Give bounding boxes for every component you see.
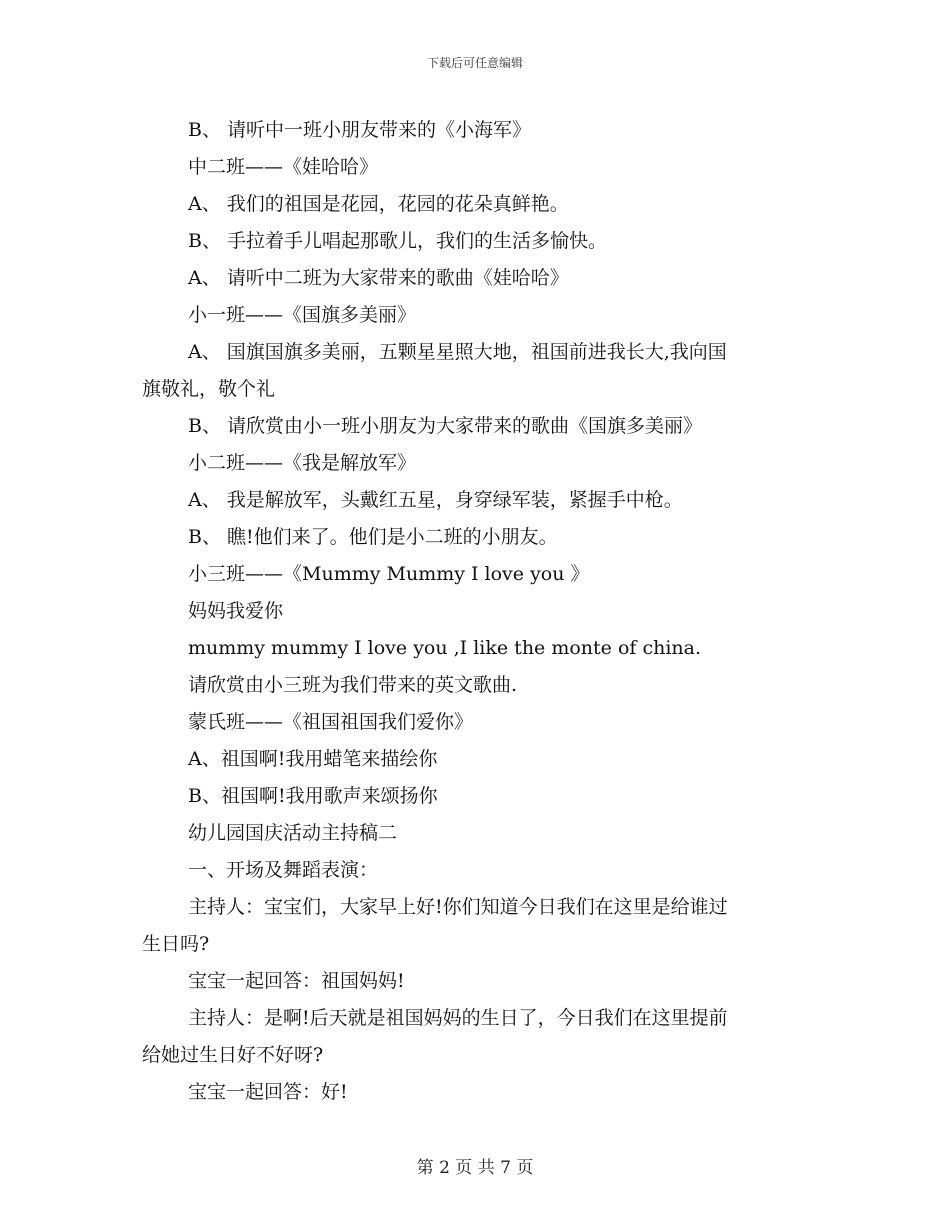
text-line: 一、开场及舞蹈表演： xyxy=(188,859,379,881)
text-line: 小二班——《我是解放军》 xyxy=(188,452,417,474)
text-line: B、 请听中一班小朋友带来的《小海军》 xyxy=(188,119,532,141)
text-line: A、祖国啊!我用蜡笔来描绘你 xyxy=(188,748,438,770)
text-line: 宝宝一起回答：祖国妈妈! xyxy=(188,970,405,992)
document-body xyxy=(142,112,812,1111)
text-line: 旗敬礼，敬个礼 xyxy=(142,378,276,400)
text-line: mummy mummy I love you ,I like the monte of china. xyxy=(188,637,702,659)
text-line: 主持人：是啊!后天就是祖国妈妈的生日了，今日我们在这里提前 xyxy=(188,1007,728,1029)
page-header: 下载后可任意编辑 xyxy=(426,56,523,70)
text-line: 妈妈我爱你 xyxy=(188,600,284,622)
text-line: 小三班——《Mummy Mummy I love you 》 xyxy=(188,563,590,585)
text-line: A、 我们的祖国是花园，花园的花朵真鲜艳。 xyxy=(188,193,569,215)
text-line: B、 请欣赏由小一班小朋友为大家带来的歌曲《国旗多美丽》 xyxy=(188,415,703,437)
text-line: A、 我是解放军，头戴红五星，身穿绿军装，紧握手中枪。 xyxy=(188,489,683,511)
text-line: 幼儿园国庆活动主持稿二 xyxy=(188,822,398,844)
text-line: 宝宝一起回答：好! xyxy=(188,1081,348,1103)
text-line: 给她过生日好不好呀? xyxy=(142,1044,324,1066)
text-line: A、 国旗国旗多美丽，五颗星星照大地，祖国前进我长大,我向国 xyxy=(188,341,727,363)
text-line: 蒙氏班——《祖国祖国我们爱你》 xyxy=(188,711,474,733)
text-line: 生日吗? xyxy=(142,933,210,955)
text-line: A、 请听中二班为大家带来的歌曲《娃哈哈》 xyxy=(188,267,569,289)
text-line: 主持人：宝宝们，大家早上好!你们知道今日我们在这里是给谁过 xyxy=(188,896,728,918)
text-line: 小一班——《国旗多美丽》 xyxy=(188,304,417,326)
text-line: B、 手拉着手儿唱起那歌儿，我们的生活多愉快。 xyxy=(188,230,608,252)
text-line: B、 瞧!他们来了。他们是小二班的小朋友。 xyxy=(188,526,558,548)
text-line: 中二班——《娃哈哈》 xyxy=(188,156,379,178)
text-line: B、祖国啊!我用歌声来颂扬你 xyxy=(188,785,438,807)
text-line: 请欣赏由小三班为我们带来的英文歌曲. xyxy=(188,674,518,696)
page-footer: 第 2 页 共 7 页 xyxy=(416,1158,534,1178)
